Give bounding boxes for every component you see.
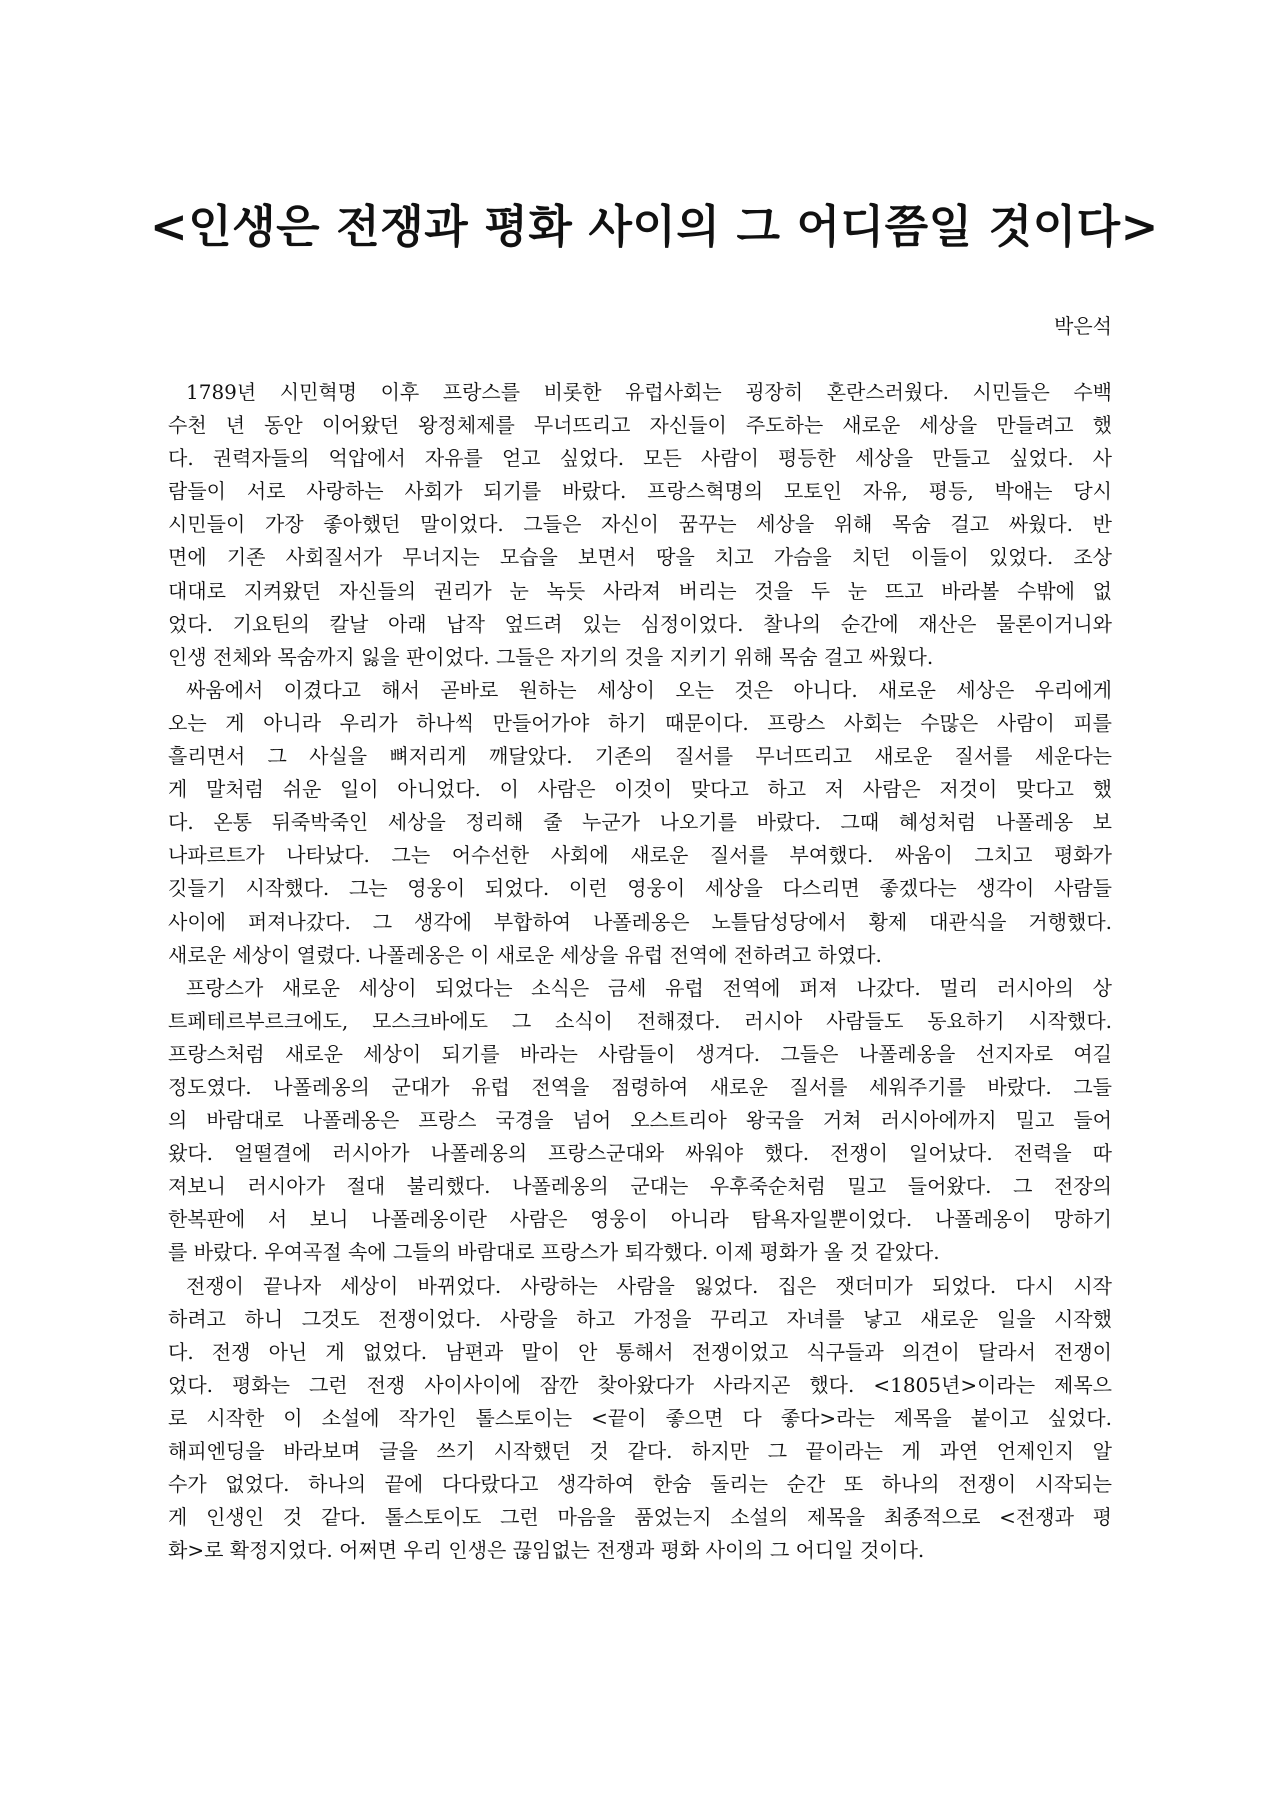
text-line: 새로운 세상이 열렸다. 나폴레옹은 이 새로운 세상을 유럽 전역에 전하려고 하였다. (168, 942, 882, 967)
text-line: 해피엔딩을 바라보며 글을 쓰기 시작했던 것 같다. 하지만 그 끝이라는 게 과연 언제인지 알 (168, 1439, 1112, 1463)
text-line: 었다. 평화는 그런 전쟁 사이사이에 잠깐 찾아왔다가 사라지곤 했다. <1805년>이라는 제목으 (168, 1372, 1112, 1397)
text-line: 다. 전쟁 아닌 게 없었다. 남편과 말이 안 통해서 전쟁이었고 식구들과 의견이 달라서 전쟁이 (168, 1339, 1112, 1364)
text-line: 프랑스처럼 새로운 세상이 되기를 바라는 사람들이 생겨다. 그들은 나폴레옹을 선지자로 여길 (168, 1041, 1112, 1066)
text-line: 로 시작한 이 소설에 작가인 톨스토이는 <끝이 좋으면 다 좋다>라는 제목을 붙이고 싶었다. (168, 1405, 1112, 1430)
text-line: 한복판에 서 보니 나폴레옹이란 사람은 영웅이 아니라 탐욕자일뿐이었다. 나폴레옹이 망하기 (168, 1207, 1112, 1232)
text-line: 흘리면서 그 사실을 뼈저리게 깨달았다. 기존의 질서를 무너뜨리고 새로운 질서를 세운다는 (168, 744, 1112, 769)
text-line: 깃들기 시작했다. 그는 영웅이 되었다. 이런 영웅이 세상을 다스리면 좋겠다는 생각이 사람들 (168, 876, 1112, 901)
text-line: 면에 기존 사회질서가 무너지는 모습을 보면서 땅을 치고 가슴을 치던 이들이 있었다. 조상 (168, 545, 1112, 570)
text-line: 화>로 확정지었다. 어쩌면 우리 인생은 끊임없는 전쟁과 평화 사이의 그 어디일 것이다. (168, 1538, 925, 1563)
body-text (168, 376, 1112, 1567)
text-line: 프랑스가 새로운 세상이 되었다는 소식은 금세 유럽 전역에 퍼져 나갔다. 멀리 러시아의 상 (186, 975, 1112, 1000)
text-line: 대대로 지켜왔던 자신들의 권리가 눈 녹듯 사라져 버리는 것을 두 눈 뜨고 바라볼 수밖에 없 (168, 578, 1112, 603)
text-line: 수천 년 동안 이어왔던 왕정체제를 무너뜨리고 자신들이 주도하는 새로운 세상을 만들려고 했 (168, 413, 1112, 438)
text-line: 싸움에서 이겼다고 해서 곧바로 원하는 세상이 오는 것은 아니다. 새로운 세상은 우리에게 (186, 677, 1112, 702)
text-line: 나파르트가 나타났다. 그는 어수선한 사회에 새로운 질서를 부여했다. 싸움이 그치고 평화가 (168, 843, 1112, 868)
text-line: 트페테르부르크에도, 모스크바에도 그 소식이 전해졌다. 러시아 사람들도 동요하기 시작했다. (168, 1008, 1112, 1033)
text-line: 왔다. 얼떨결에 러시아가 나폴레옹의 프랑스군대와 싸워야 했다. 전쟁이 일어났다. 전력을 따 (168, 1141, 1112, 1166)
author-name: 박은석 (1054, 314, 1112, 338)
text-line: 람들이 서로 사랑하는 사회가 되기를 바랐다. 프랑스혁명의 모토인 자유, 평등, 박애는 당시 (168, 479, 1112, 504)
text-line: 정도였다. 나폴레옹의 군대가 유럽 전역을 점령하여 새로운 질서를 세워주기를 바랐다. 그들 (168, 1074, 1112, 1099)
text-line: 수가 없었다. 하나의 끝에 다다랐다고 생각하여 한숨 돌리는 순간 또 하나의 전쟁이 시작되는 (168, 1472, 1112, 1497)
document-title: <인생은 전쟁과 평화 사이의 그 어디쯤일 것이다> (150, 200, 1159, 253)
text-line: 오는 게 아니라 우리가 하나씩 만들어가야 하기 때문이다. 프랑스 사회는 수많은 사람이 피를 (168, 710, 1112, 735)
text-line: 1789년 시민혁명 이후 프랑스를 비롯한 유럽사회는 굉장히 혼란스러웠다. 시민들은 수백 (186, 380, 1112, 404)
text-line: 사이에 퍼져나갔다. 그 생각에 부합하여 나폴레옹은 노틀담성당에서 황제 대관식을 거행했다. (168, 909, 1112, 934)
text-line: 하려고 하니 그것도 전쟁이었다. 사랑을 하고 가정을 꾸리고 자녀를 낳고 새로운 일을 시작했 (168, 1306, 1112, 1331)
text-line: 인생 전체와 목숨까지 잃을 판이었다. 그들은 자기의 것을 지키기 위해 목숨 걸고 싸웠다. (168, 644, 934, 669)
text-line: 게 말처럼 쉬운 일이 아니었다. 이 사람은 이것이 맞다고 하고 저 사람은 저것이 맞다고 했 (168, 777, 1112, 802)
text-line: 다. 온통 뒤죽박죽인 세상을 정리해 줄 누군가 나오기를 바랐다. 그때 혜성처럼 나폴레옹 보 (168, 810, 1112, 835)
text-line: 전쟁이 끝나자 세상이 바뀌었다. 사랑하는 사람을 잃었다. 집은 잿더미가 되었다. 다시 시작 (186, 1273, 1112, 1298)
text-line: 다. 권력자들의 억압에서 자유를 얻고 싶었다. 모든 사람이 평등한 세상을 만들고 싶었다. 사 (168, 446, 1112, 471)
text-line: 시민들이 가장 좋아했던 말이었다. 그들은 자신이 꿈꾸는 세상을 위해 목숨 걸고 싸웠다. 반 (168, 512, 1112, 537)
text-line: 져보니 러시아가 절대 불리했다. 나폴레옹의 군대는 우후죽순처럼 밀고 들어왔다. 그 전장의 (168, 1174, 1112, 1199)
text-line: 었다. 기요틴의 칼날 아래 납작 엎드려 있는 심정이었다. 찰나의 순간에 재산은 물론이거니와 (168, 611, 1112, 636)
text-line: 의 바람대로 나폴레옹은 프랑스 국경을 넘어 오스트리아 왕국을 거쳐 러시아에까지 밀고 들어 (168, 1108, 1112, 1133)
text-line: 게 인생인 것 같다. 톨스토이도 그런 마음을 품었는지 소설의 제목을 최종적으로 <전쟁과 평 (168, 1505, 1112, 1530)
text-line: 를 바랐다. 우여곡절 속에 그들의 바람대로 프랑스가 퇴각했다. 이제 평화가 올 것 같았다. (168, 1240, 940, 1265)
